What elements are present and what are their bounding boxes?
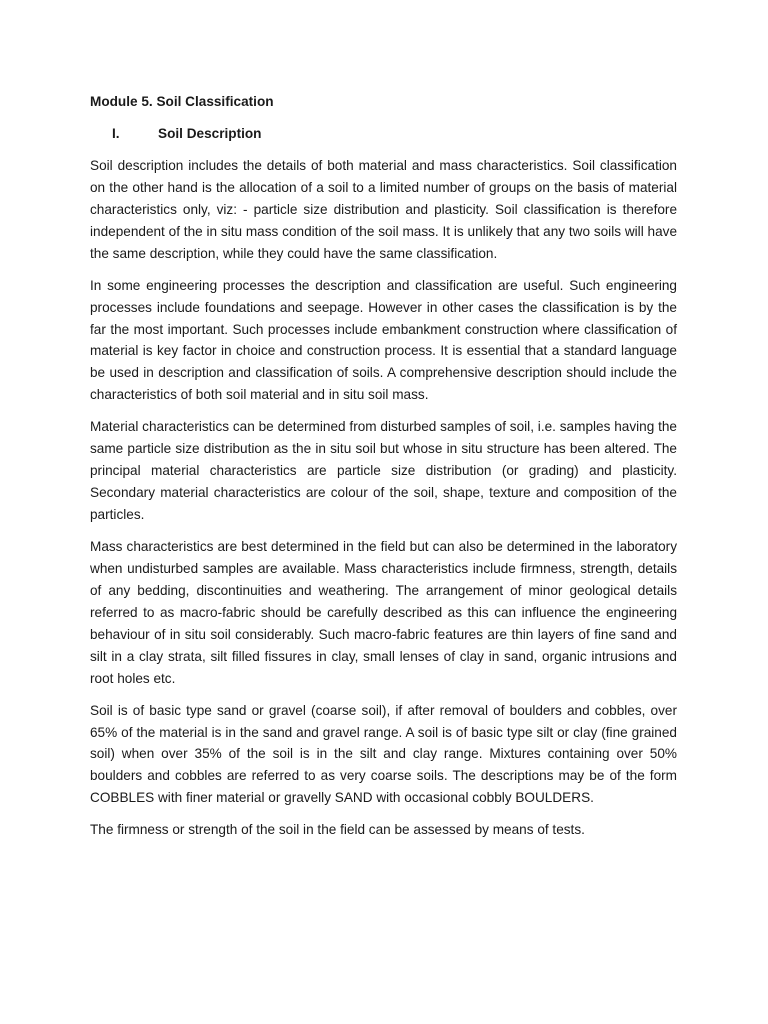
section-heading xyxy=(90,123,677,145)
paragraph: The firmness or strength of the soil in the field can be assessed by means of tests. xyxy=(90,822,585,838)
paragraph: Soil description includes the details of both material and mass characteristics. Soil classification on the other hand is the allocation of a soil to a limited number of groups on the basis of material characteristics only, viz: - particle size distribution and plasticity. Soil classification is therefore independent of the in situ mass condition of the soil mass. It is unlikely that any two soils will have the same description, while they could have the same classification. xyxy=(90,158,677,261)
paragraph: Soil is of basic type sand or gravel (coarse soil), if after removal of boulders and cobbles, over 65% of the material is in the sand and gravel range. A soil is of basic type silt or clay (fine grained soil) when over 35% of the soil is in the silt and clay range. Mixtures containing over 50% boulders and cobbles are referred to as very coarse soils. The descriptions may be of the form COBBLES with finer material or gravelly SAND with occasional cobbly BOULDERS. xyxy=(90,702,677,806)
paragraph: Mass characteristics are best determined in the field but can also be determined in the laboratory when undisturbed samples are available. Mass characteristics include firmness, strength, details of any bedding, discontinuities and weathering. The arrangement of minor geological details referred to as macro-fabric should be carefully described as this can influence the engineering behaviour of in situ soil considerably. Such macro-fabric features are thin layers of fine sand and silt in a clay strata, silt filled fissures in clay, small lenses of clay in sand, organic intrusions and root holes etc. xyxy=(90,539,677,686)
paragraph: Material characteristics can be determined from disturbed samples of soil, i.e. samples having the same particle size distribution as the in situ soil but whose in situ structure has been altered. The principal material characteristics are particle size distribution (or grading) and plasticity. Secondary material characteristics are colour of the soil, shape, texture and composition of the particles. xyxy=(90,419,677,522)
paragraph: In some engineering processes the description and classification are useful. Such engineering processes include foundations and seepage. However in other cases the classification is by the far the most important. Such processes include embankment construction where classification of material is key factor in choice and construction process. It is essential that a standard language be used in description and classification of soils. A comprehensive description should include the characteristics of both soil material and in situ soil mass. xyxy=(90,277,677,403)
section-number: I. xyxy=(112,126,120,141)
document-page xyxy=(90,91,677,851)
section-title: Soil Description xyxy=(158,126,262,141)
module-title: Module 5. Soil Classification xyxy=(90,94,274,109)
